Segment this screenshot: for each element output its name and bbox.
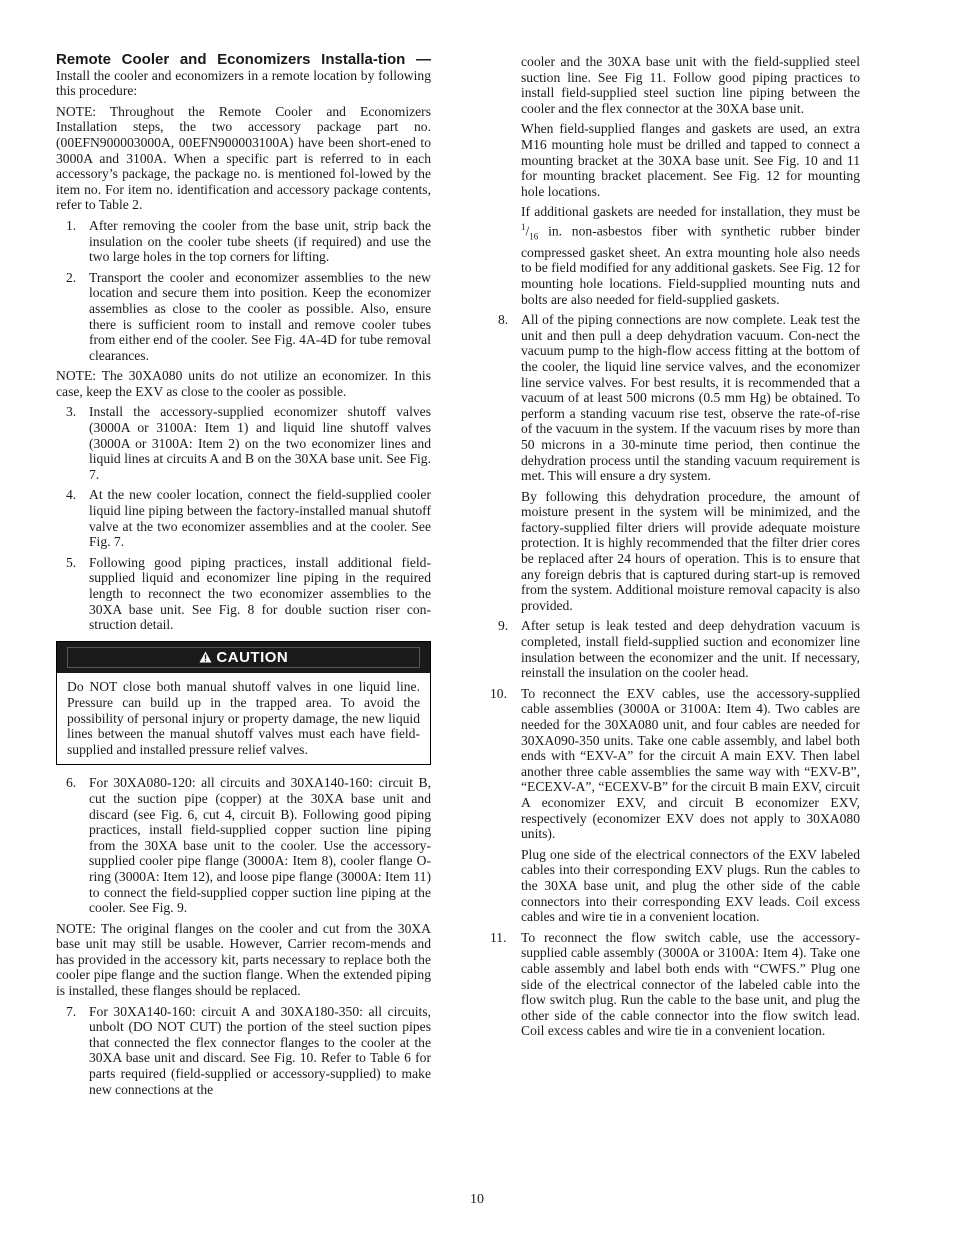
caution-body: Do NOT close both manual shutoff valves in one liquid line. Pressure can build up in the trapped area. To avoid the possibility of personal injury or property damage, the new liquid lines between the manual shutoff valves must each have field-supplied and installed pressure relief valves. xyxy=(67,679,420,757)
note-accessory-parts: NOTE: Throughout the Remote Cooler and Economizers Installation steps, the two accessory package part no. (00EFN900003000A, 00EFN900003100A) have been short-ened to 3000A and 3100A. When a specific part is referred to in each accessory’s package, the package no. is mentioned fol-lowed by the item no. For item no. identification and accessory package contents, refer to Table 2. xyxy=(56,103,431,213)
step-7-continued: cooler and the 30XA base unit with the field-supplied steel suction line. See Fig 11. Follow good piping practices to install field-supplied steel suction line piping between the cooler and the flex connector at the 30XA base unit. xyxy=(521,54,860,116)
step-2: 2. Transport the cooler and economizer assemblies to the new location and secure them into position. Keep the economizer assemblies as close to the cooler as possible. Also, ensure there is sufficient room to install and remove cooler tubes from either end of the cooler. See Fig. 4A-4D for tube removal clearances. xyxy=(66,269,431,363)
caution-header xyxy=(57,642,430,674)
step-10: 10. To reconnect the EXV cables, use the accessory-supplied cable assemblies (3000A or 3100A: Item 4). Two cables are needed for the 30XA080 unit, and four cables are needed for 30XA090-350 units. Take one cable assembly, and label both ends with “EXV-A” for the circuit A main EXV. Then label another three cable assemblies the same way with “EXV-B”, “ECEXV-A”, “ECEXV-B” for the circuit B main EXV, circuit A economizer EXV, and circuit B economizer EXV, respectively (economizer EXV does not apply to 30XA080 units). xyxy=(490,685,860,842)
step-7-flanges: When field-supplied flanges and gaskets are used, an extra M16 mounting hole must be drilled and tapped to connect a mounting bracket at the 30XA base unit. See Fig. 10 and 11 for mounting bracket placement. See Fig. 12 for mounting hole locations. xyxy=(521,121,860,199)
fraction-numerator: 1 xyxy=(521,221,526,232)
step-3: 3. Install the accessory-supplied economizer shutoff valves (3000A or 3100A: Item 1) and liquid line shutoff valves (3000A or 3100A: Item 2) on the two economizer lines and liquid lines at circuits A and B on the 30XA base unit. See Fig. 7. xyxy=(66,404,431,482)
step-11: 11. To reconnect the flow switch cable, use the accessory-supplied cable assembly (3000A or 3100A: Item 4). Take one cable assembly and label both ends with “CWFS.” Plug one side of the electrical connector of the labeled cable into the flow switch plug. Run the cable to the base unit, and plug the other side of the cable connector into the flow switch lead. Coil excess cables and wire tie in a convenient location. xyxy=(490,929,860,1039)
right-column xyxy=(488,54,860,1044)
step-10-connectors: Plug one side of the electrical connectors of the EXV labeled cables into their corresponding EXV plugs. Run the cables to the 30XA base unit, and plug the other side of the cable connectors into their corresponding EXV leads. Coil excess cables and wire tie in a convenient location. xyxy=(521,846,860,925)
step-9: 9. After setup is leak tested and deep dehydration vacuum is completed, install field-supplied suction and economizer line insulation between the economizer and the unit. If necessary, reinstall the insulation on the cooler head. xyxy=(498,618,860,681)
step-6: 6. For 30XA080-120: all circuits and 30XA140-160: circuit B, cut the suction pipe (copper) at the 30XA base unit and discard (see Fig. 6, cut 4, circuit B). Following good piping practices, install field-supplied copper suction line piping from the 30XA base unit to the cooler. Use the accessory-supplied cooler pipe flange (3000A: Item 8), cooler flange O-ring (3000A: Item 12), and loose pipe flange (3000A: Item 11) to connect the field-supplied copper suction line piping at the cooler. See Fig. 9. xyxy=(66,775,431,916)
note-original-flanges: NOTE: The original flanges on the cooler and cut from the 30XA base unit may still be usable. However, Carrier recom-mends and has provided in the accessory kit, parts necessary to replace both the cooler pipe flange and the suction flange. When the extended piping is installed, these flanges should be replaced. xyxy=(56,920,431,999)
step-1: 1. After removing the cooler from the base unit, strip back the insulation on the cooler tube sheets (if required) and use the two large holes in the top corners for lifting. xyxy=(66,217,431,265)
warning-triangle-icon xyxy=(199,649,217,666)
step-4: 4. At the new cooler location, connect the field-supplied cooler liquid line piping between the factory-installed manual shutoff valve at the two economizer assemblies and at the cooler. See Fig. 7. xyxy=(66,487,431,550)
step-8-dehydration: By following this dehydration procedure, the amount of moisture present in the system will be minimized, and the factory-supplied filter driers will provide adequate moisture protection. It is highly recommended that the filter drier cores be replaced after 24 hours of operation. This is to ensure that any foreign debris that is captured during start-up is removed from the system. Additional moisture removal capacity is also provided. xyxy=(521,488,860,613)
note-economizer: NOTE: The 30XA080 units do not utilize an economizer. In this case, keep the EXV as close to the cooler as possible. xyxy=(56,368,431,399)
step-5: 5. Following good piping practices, install additional field-supplied liquid and economizer line piping in the required length to reconnect the two economizer assemblies to the 30XA base unit. See Fig. 8 for double suction riser con-struction detail. xyxy=(66,554,431,633)
section-intro xyxy=(56,52,431,99)
step-8: 8. All of the piping connections are now complete. Leak test the unit and then pull a deep dehydration vacuum. Con-nect the vacuum pump to the high-flow access fitting at the bottom of the cooler, the liquid line service valves, and the economizer line service valves. For best results, it is recommended that a vacuum of at least 500 microns (0.5 mm Hg) be obtained. To perform a standing vacuum rise test, observe the rate-of-rise of the vacuum in the system. If the vacuum rises by more than 50 microns in a 30-minute time period, then continue the dehydration process until the standing vacuum requirement is met. This will ensure a dry system. xyxy=(498,312,860,484)
fraction-denominator: 16 xyxy=(529,231,539,242)
step-7-gaskets: If additional gaskets are needed for installation, they must be $^1/_{16}$ in. non-asbestos fiber with synthetic rubber binder compressed gasket sheet. An extra mounting hole also needs to be field modified for any additional gaskets. See Fig. 12 for mounting hole locations. Field-supplied mounting nuts and bolts are also needed for field-supplied gaskets. xyxy=(521,204,860,307)
caution-box xyxy=(56,641,431,766)
page-number: 10 xyxy=(470,1192,484,1207)
section-heading: Remote Cooler and Economizers Installa-tion — xyxy=(56,51,431,68)
intro-text: Install the cooler and economizers in a remote location by following this procedure: xyxy=(56,67,431,99)
caution-title: CAUTION xyxy=(216,648,289,666)
left-column xyxy=(56,52,431,1102)
step-7: 7. For 30XA140-160: circuit A and 30XA180-350: all circuits, unbolt (DO NOT CUT) the portion of the steel suction pipes that connected the flex connector flanges to the cooler at the 30XA base unit and discard. See Fig. 10. Refer to Table 6 for parts required (field-supplied or accessory-supplied) to make new connections at the xyxy=(66,1003,431,1097)
